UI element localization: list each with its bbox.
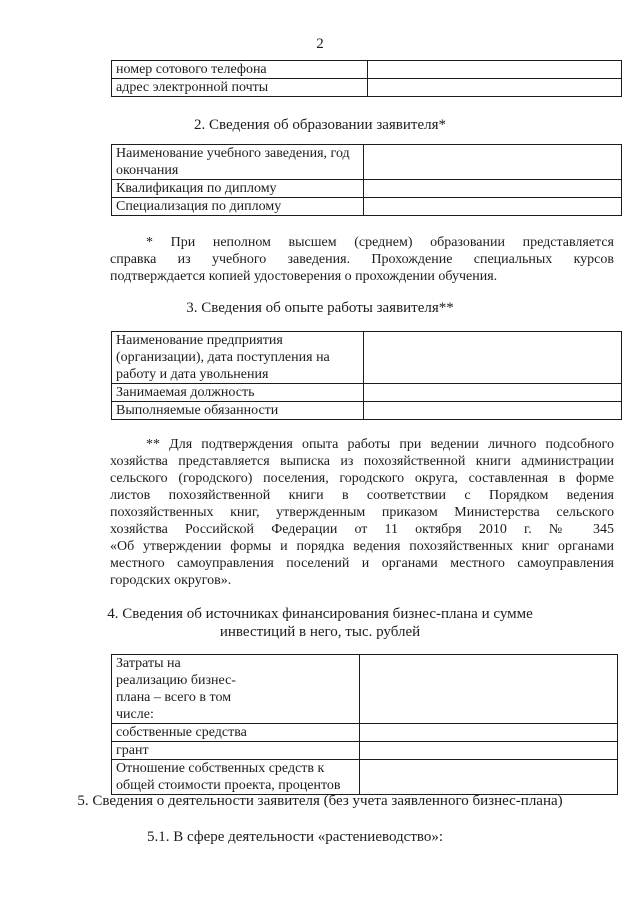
education-heading: 2. Сведения об образовании заявителя* — [193, 117, 447, 133]
financing-own-funds-label: собственные средства — [112, 724, 360, 742]
table-row — [112, 79, 622, 97]
note-line: подтверждается копией удостоверения о прохождении обучения. — [110, 269, 498, 284]
table-row — [112, 655, 618, 724]
contact-email-label: адрес электронной почты — [112, 79, 368, 97]
note-line: хозяйства представляется выписка из похозяйственной книги администрации — [110, 454, 614, 469]
page-number: 2 — [316, 36, 324, 52]
education-table — [111, 144, 622, 216]
table-row — [112, 145, 622, 180]
financing-total-label: Затраты на реализацию бизнес-плана – всего в том числе: — [112, 655, 360, 724]
note-line: похозяйственных книг, утвержденным приказом Министерства сельского — [110, 505, 614, 520]
contact-phone-label: номер сотового телефона — [112, 61, 368, 79]
contact-email-value[interactable] — [368, 79, 622, 97]
education-note — [110, 234, 614, 285]
financing-ratio-value[interactable] — [360, 760, 618, 795]
contact-phone-value[interactable] — [368, 61, 622, 79]
education-specialization-label: Специализация по диплому — [112, 198, 364, 216]
experience-duties-value[interactable] — [364, 402, 622, 420]
note-line: сельского (городского) поселения, городского округа, составленная в форме — [110, 471, 614, 486]
financing-heading — [0, 605, 640, 641]
experience-employer-value[interactable] — [364, 332, 622, 384]
note-line: хозяйства Российской Федерации от 11 октября 2010 г. № 345 — [110, 522, 614, 537]
experience-position-value[interactable] — [364, 384, 622, 402]
note-line: «Об утверждении формы и порядка ведения похозяйственных книг органами — [110, 539, 614, 554]
table-row — [112, 180, 622, 198]
note-line: листов похозяйственной книги в соответствии с Порядком ведения — [110, 488, 614, 503]
experience-position-label: Занимаемая должность — [112, 384, 364, 402]
experience-heading: 3. Сведения об опыте работы заявителя** — [186, 300, 454, 316]
education-qualification-label: Квалификация по диплому — [112, 180, 364, 198]
table-row — [112, 61, 622, 79]
table-row — [112, 198, 622, 216]
note-line: * При неполном высшем (среднем) образовании представляется — [146, 235, 614, 250]
note-line: ** Для подтверждения опыта работы при ведении личного подсобного — [146, 437, 614, 452]
financing-heading-line1: 4. Сведения об источниках финансирования бизнес-плана и сумме — [107, 606, 533, 622]
contacts-table — [111, 60, 622, 97]
activity-subheading: 5.1. В сфере деятельности «растениеводство»: — [147, 829, 444, 845]
experience-note — [110, 436, 614, 589]
financing-ratio-label: Отношение собственных средств к общей стоимости проекта, процентов — [112, 760, 360, 795]
table-row — [112, 402, 622, 420]
note-line: местного самоуправления поселений и органами местного самоуправления — [110, 556, 614, 571]
activity-heading: 5. Сведения о деятельности заявителя (без учета заявленного бизнес-плана) — [77, 793, 563, 809]
financing-heading-line2: инвестиций в него, тыс. рублей — [219, 624, 421, 640]
table-row — [112, 384, 622, 402]
table-row — [112, 760, 618, 795]
experience-duties-label: Выполняемые обязанности — [112, 402, 364, 420]
table-row — [112, 332, 622, 384]
education-qualification-value[interactable] — [364, 180, 622, 198]
financing-table — [111, 654, 618, 795]
table-row — [112, 742, 618, 760]
financing-own-funds-value[interactable] — [360, 724, 618, 742]
education-institution-value[interactable] — [364, 145, 622, 180]
experience-employer-label: Наименование предприятия (организации), дата поступления на работу и дата увольнения — [112, 332, 364, 384]
note-line: городских округов». — [110, 573, 232, 588]
experience-table — [111, 331, 622, 420]
education-institution-label: Наименование учебного заведения, год окончания — [112, 145, 364, 180]
financing-grant-value[interactable] — [360, 742, 618, 760]
financing-total-value[interactable] — [360, 655, 618, 724]
note-line: справка из учебного заведения. Прохождение специальных курсов — [110, 252, 614, 267]
financing-grant-label: грант — [112, 742, 360, 760]
table-row — [112, 724, 618, 742]
education-specialization-value[interactable] — [364, 198, 622, 216]
